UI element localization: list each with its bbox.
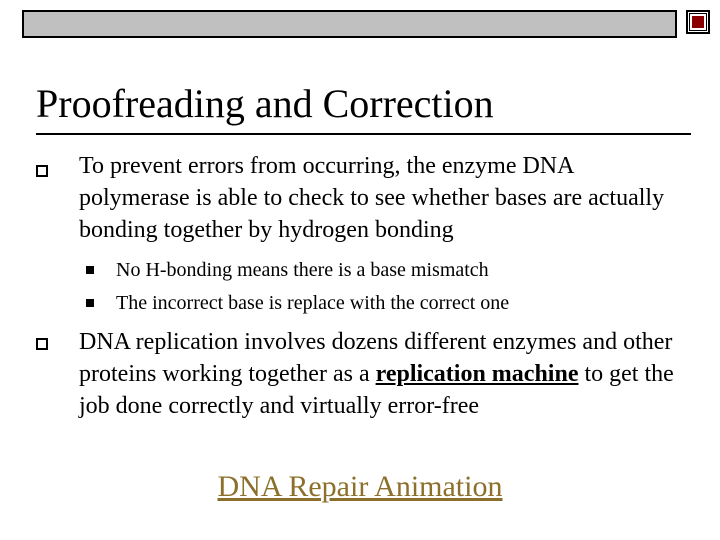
hollow-square-bullet-icon — [36, 338, 48, 350]
hollow-square-bullet-icon — [36, 165, 48, 177]
sub-bullet-text: The incorrect base is replace with the correct one — [116, 292, 510, 314]
dna-repair-animation-link[interactable]: DNA Repair Animation — [217, 470, 503, 503]
sub-bullet-text: No H-bonding means there is a base mismatch — [116, 259, 489, 281]
bullet-text-part: DNA replication involves dozens different enzymes and other proteins working together as a — [79, 329, 673, 387]
bullet-text-part: to get the job done correctly and virtually error-free — [79, 361, 674, 419]
filled-square-bullet-icon — [86, 266, 94, 274]
title-divider — [36, 133, 691, 135]
bullet-text: To prevent errors from occurring, the enzyme DNA polymerase is able to check to see whether bases are actually bonding together by hydrogen bonding — [79, 153, 665, 243]
emphasis-text: replication machine — [375, 361, 579, 387]
decorative-top-bar — [22, 10, 677, 38]
bullet-text — [79, 326, 689, 422]
filled-square-bullet-icon — [86, 299, 94, 307]
decorative-corner-square-inner — [690, 14, 706, 30]
slide-title: Proofreading and Correction — [36, 81, 494, 126]
